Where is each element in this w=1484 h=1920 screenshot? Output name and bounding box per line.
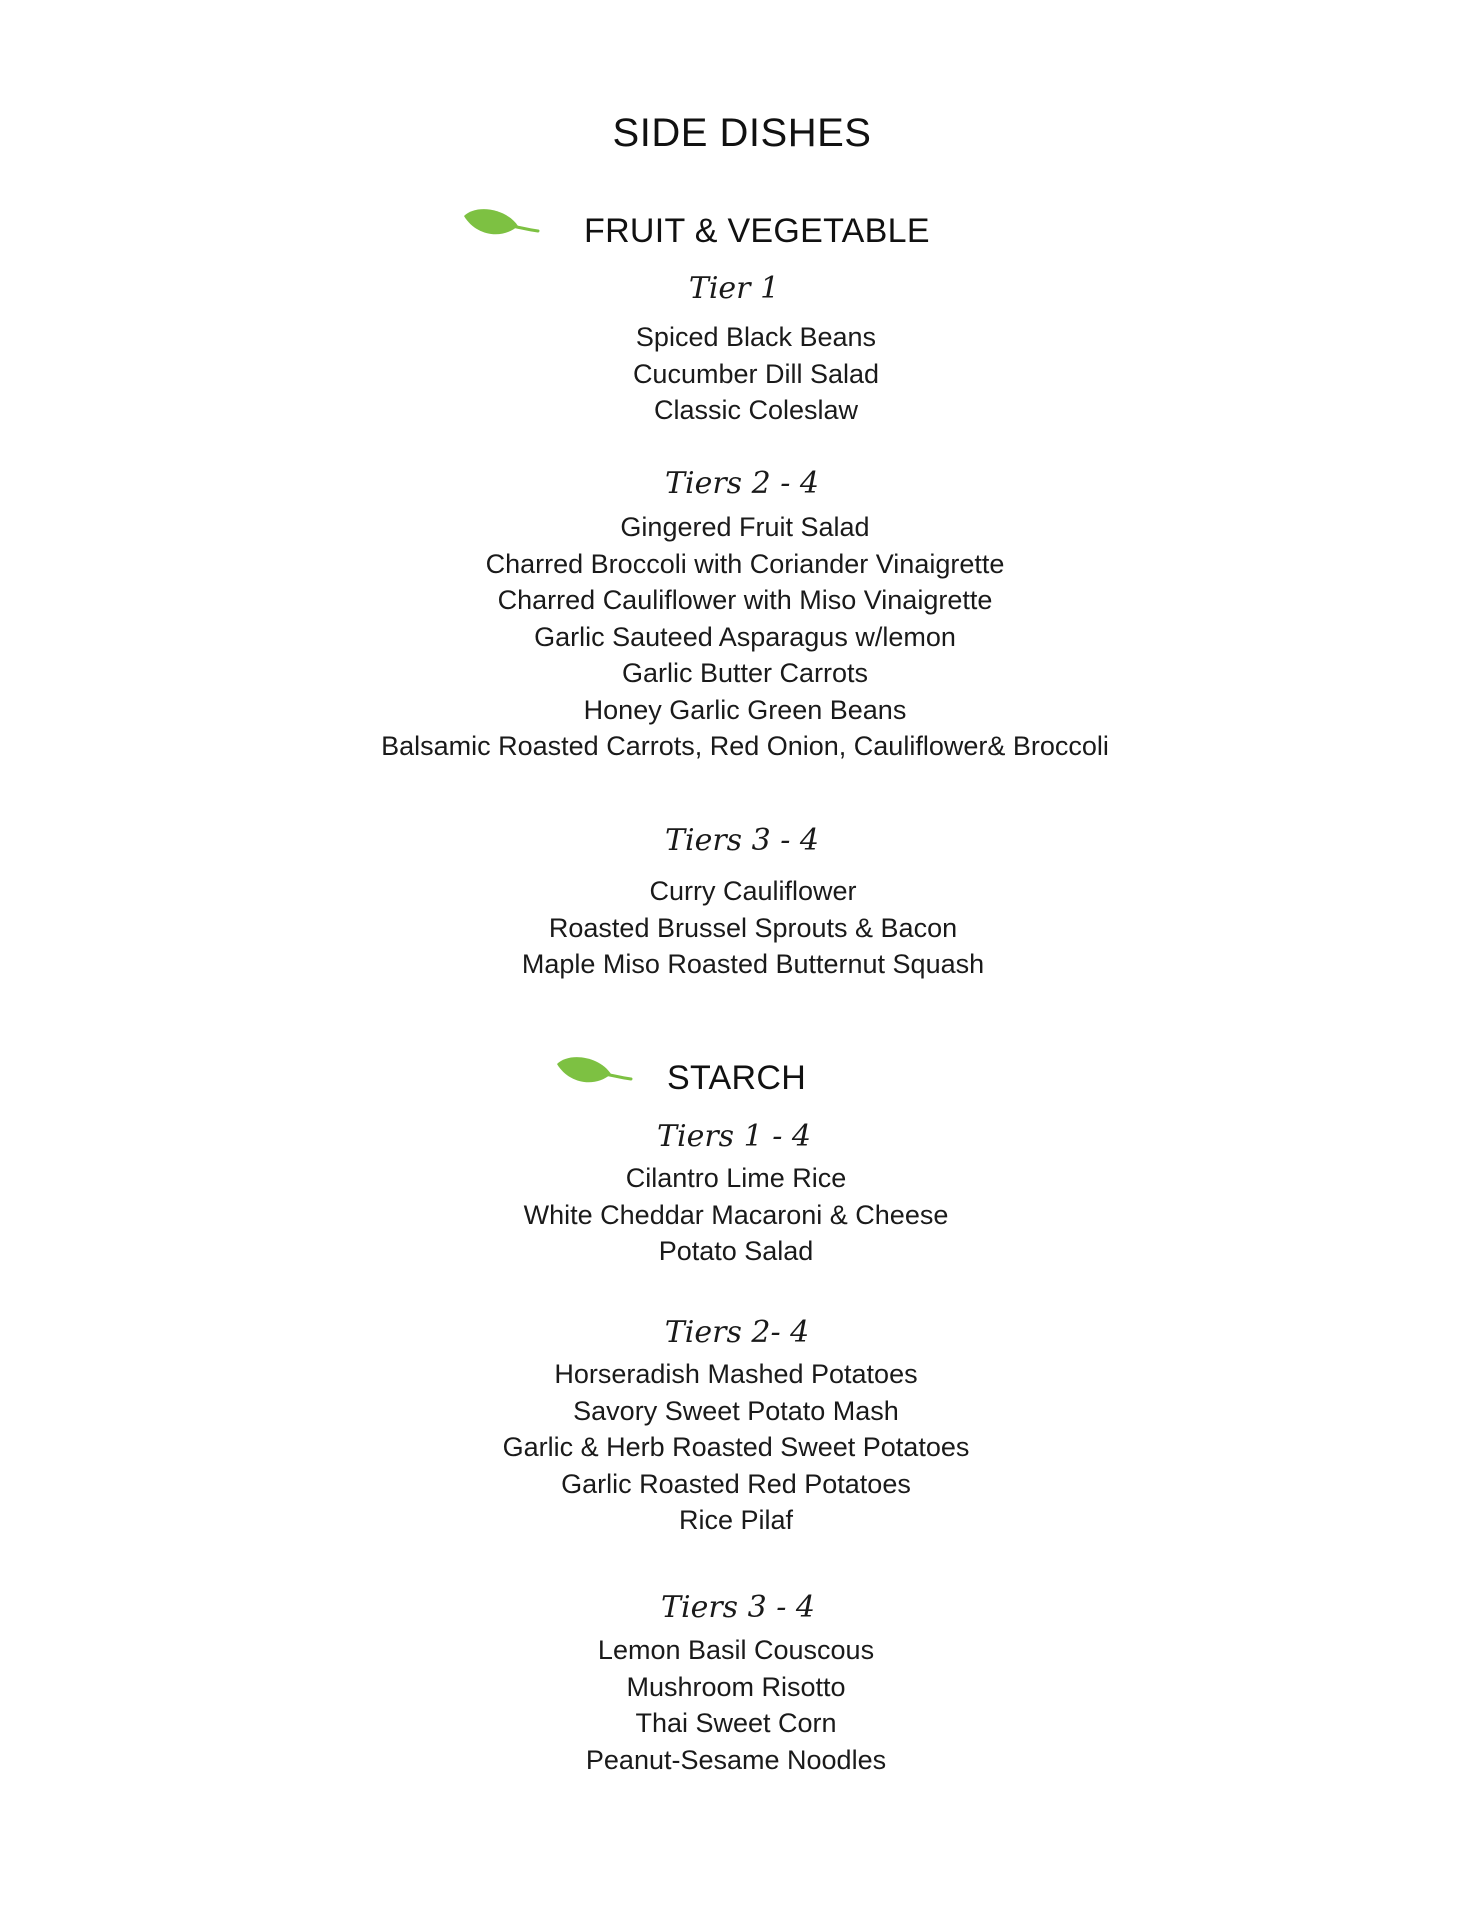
list-item: Garlic & Herb Roasted Sweet Potatoes [502,1432,970,1462]
tier-heading: Tiers 2- 4 [664,1315,810,1350]
list-item: Mushroom Risotto [626,1671,846,1702]
item-list [0,873,1484,983]
tier-heading: Tiers 1 - 4 [656,1119,811,1154]
item-list [0,319,1484,429]
list-item: Honey Garlic Green Beans [583,694,907,725]
list-item: Savory Sweet Potato Mash [573,1395,899,1426]
list-item: Lemon Basil Couscous [597,1635,875,1665]
section-title-fruit-vegetable: FRUIT & VEGETABLE [584,212,930,250]
list-item: Roasted Brussel Sprouts & Bacon [548,912,958,943]
item-list [0,1632,1472,1778]
section-title-starch: STARCH [667,1059,807,1097]
list-item: Spiced Black Beans [635,322,877,352]
list-item: Maple Miso Roasted Butternut Squash [521,949,985,979]
tier-heading: Tiers 2 - 4 [664,466,819,501]
list-item: Cilantro Lime Rice [625,1163,847,1193]
list-item: Potato Salad [658,1236,814,1266]
item-list [0,1160,1472,1270]
list-item: Charred Broccoli with Coriander Vinaigrette [485,548,1005,579]
tier-heading: Tiers 3 - 4 [660,1590,815,1625]
list-item: Charred Cauliflower with Miso Vinaigrette [497,585,993,615]
list-item: Thai Sweet Corn [635,1708,837,1738]
list-item: Horseradish Mashed Potatoes [554,1359,918,1389]
tier-heading: Tiers 3 - 4 [664,823,819,858]
list-item: Cucumber Dill Salad [632,358,880,389]
leaf-icon [555,1054,633,1094]
list-item: Balsamic Roasted Carrots, Red Onion, Cauliflower& Broccoli [381,731,1109,761]
list-item: Garlic Roasted Red Potatoes [561,1468,911,1499]
item-list [0,1356,1472,1539]
leaf-icon [462,206,540,246]
page-title: SIDE DISHES [612,111,872,155]
list-item: Classic Coleslaw [653,395,859,425]
list-item: Garlic Sauteed Asparagus w/lemon [534,621,956,652]
list-item: Garlic Butter Carrots [621,658,869,688]
list-item: Rice Pilaf [678,1505,794,1535]
list-item: Curry Cauliflower [649,876,857,906]
list-item: Peanut-Sesame Noodles [585,1744,887,1775]
list-item: Gingered Fruit Salad [620,512,870,542]
tier-heading: Tier 1 [688,271,780,306]
list-item: White Cheddar Macaroni & Cheese [523,1199,949,1230]
item-list [0,509,1484,765]
